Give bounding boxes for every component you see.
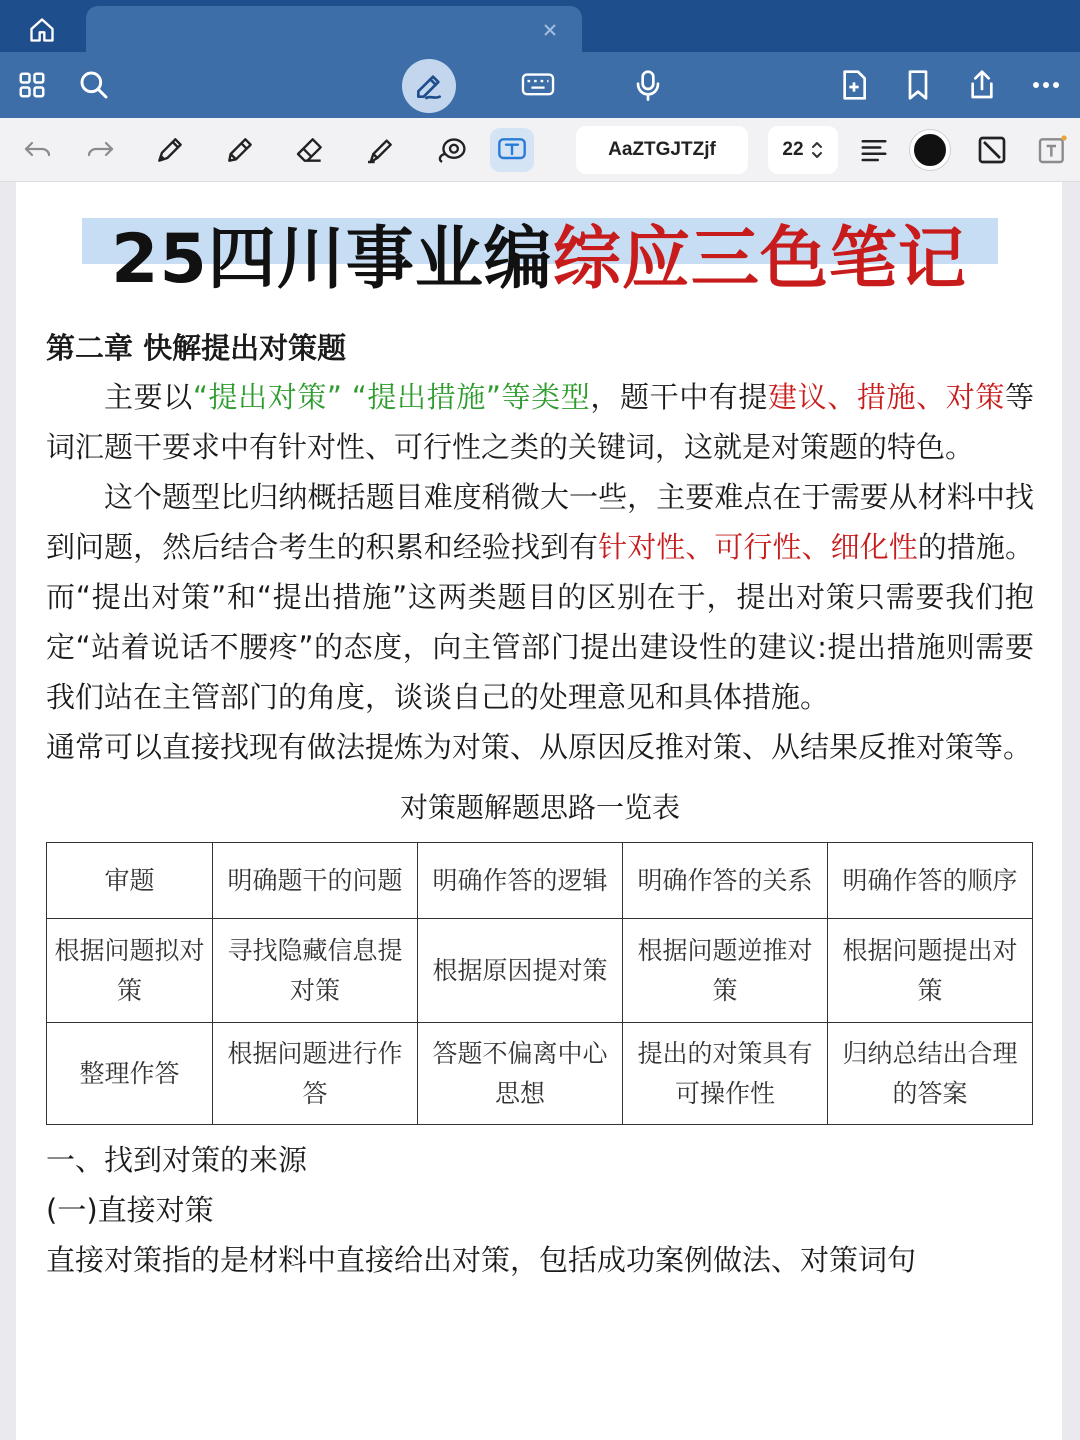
note-content — [46, 324, 1034, 1285]
table-cell: 审题 — [47, 843, 213, 919]
section-heading: 一、找到对策的来源 — [46, 1143, 308, 1177]
strategy-table — [46, 842, 1033, 1125]
fountain-pen-icon — [154, 134, 186, 166]
p2-red-text: 针对性、可行性、细化性 — [598, 530, 918, 564]
highlighter-tool[interactable] — [358, 128, 402, 172]
thumbnails-button[interactable] — [10, 63, 54, 107]
shape-tool[interactable] — [970, 128, 1014, 172]
lasso-icon — [433, 134, 467, 166]
font-size-value: 22 — [782, 139, 804, 160]
pencil-icon — [224, 134, 256, 166]
chevron-up-down-icon — [810, 140, 824, 160]
redo-icon — [85, 138, 115, 162]
more-icon — [1032, 81, 1060, 89]
grid-icon — [17, 70, 47, 100]
share-button[interactable] — [960, 63, 1004, 107]
undo-button[interactable] — [16, 128, 60, 172]
add-page-button[interactable] — [832, 63, 876, 107]
text-tool-icon — [496, 134, 528, 166]
table-cell: 提出的对策具有可操作性 — [623, 1023, 828, 1125]
p1-red-text: 建议、措施、对策 — [768, 380, 1005, 414]
p1-text: 主要以 — [104, 380, 193, 414]
search-icon — [78, 69, 110, 101]
table-cell: 根据问题拟对策 — [47, 919, 213, 1023]
table-cell: 根据问题提出对策 — [828, 919, 1033, 1023]
table-cell: 根据问题进行作答 — [213, 1023, 418, 1125]
paragraph-3: 通常可以直接找现有做法提炼为对策、从原因反推对策、从结果反推对策等。 — [46, 730, 1033, 764]
p2-text: 的措施。而“提出对策”和“提出措施”这两类题目的区别在于，提出对策只需要我们抱定“站着说话不腰疼”的态度，向主管部门提出建设性的建议:提出措施则需要我们站在主管部门的角度，谈谈自己的处理意见和具体措施。 — [46, 530, 1034, 714]
search-button[interactable] — [72, 63, 116, 107]
bookmark-button[interactable] — [896, 63, 940, 107]
more-button[interactable] — [1024, 63, 1068, 107]
keyboard-icon — [521, 70, 555, 100]
table-cell: 明确题干的问题 — [213, 843, 418, 919]
fountain-pen-tool[interactable] — [148, 128, 192, 172]
table-cell: 答题不偏离中心思想 — [418, 1023, 623, 1125]
note-page[interactable] — [16, 182, 1062, 1440]
eraser-tool[interactable] — [288, 128, 332, 172]
table-cell: 根据原因提对策 — [418, 919, 623, 1023]
font-preview-text: AaZTGJTZjf — [608, 139, 716, 160]
text-box-tool[interactable] — [1030, 128, 1074, 172]
font-selector[interactable] — [576, 126, 748, 174]
pencil-tool[interactable] — [218, 128, 262, 172]
main-toolbar — [0, 52, 1080, 118]
shape-icon — [976, 134, 1008, 166]
p1-text: 等词汇题干要求中有针对性、可行性之类的关键词，这就是对策题的特色。 — [46, 380, 1034, 464]
p1-green-text: “提出对策” “提出措施”等类型 — [192, 380, 591, 414]
table-cell: 归纳总结出合理的答案 — [828, 1023, 1033, 1125]
paragraph-1 — [46, 372, 1034, 472]
document-tab[interactable] — [86, 6, 582, 54]
microphone-icon — [634, 69, 662, 101]
text-align-button[interactable] — [852, 128, 896, 172]
home-icon — [28, 16, 56, 44]
page-title — [16, 222, 1062, 298]
keyboard-button[interactable] — [516, 63, 560, 107]
table-row — [47, 1023, 1033, 1125]
table-cell: 明确作答的关系 — [623, 843, 828, 919]
pen-mode-button[interactable] — [402, 59, 456, 113]
p2-text: 这个题型比归纳概括题目难度稍微大一些，主要难点在于需要从材料中找到问题，然后结合考生的积累和经验找到有 — [46, 480, 1034, 564]
table-row — [47, 919, 1033, 1023]
highlighter-icon — [364, 134, 396, 166]
table-cell: 明确作答的顺序 — [828, 843, 1033, 919]
color-picker[interactable] — [910, 130, 950, 170]
table-cell: 根据问题逆推对策 — [623, 919, 828, 1023]
pen-mode-icon — [413, 70, 445, 102]
tab-bar — [0, 0, 1080, 52]
title-red-part: 综应三色笔记 — [552, 220, 967, 299]
align-icon — [859, 137, 889, 163]
share-icon — [967, 69, 997, 101]
lasso-tool[interactable] — [428, 128, 472, 172]
redo-button[interactable] — [78, 128, 122, 172]
tab-close-button[interactable] — [538, 18, 562, 42]
home-button[interactable] — [16, 12, 68, 48]
subsection-heading: (一)直接对策 — [46, 1193, 214, 1227]
add-page-icon — [840, 69, 868, 101]
close-icon — [543, 23, 557, 37]
table-row — [47, 843, 1033, 919]
canvas-area[interactable] — [0, 182, 1080, 1440]
text-box-icon — [1036, 134, 1068, 166]
eraser-icon — [294, 134, 326, 166]
microphone-button[interactable] — [626, 63, 670, 107]
paragraph-4: 直接对策指的是材料中直接给出对策，包括成功案例做法、对策词句 — [46, 1243, 917, 1277]
paragraph-2 — [46, 472, 1034, 722]
title-black-part: 25四川事业编 — [111, 220, 553, 299]
table-caption: 对策题解题思路一览表 — [399, 791, 680, 824]
undo-icon — [23, 138, 53, 162]
p1-text: ，题干中有提 — [590, 380, 769, 414]
chapter-heading: 第二章 快解提出对策题 — [46, 331, 347, 365]
text-tool[interactable] — [490, 128, 534, 172]
table-cell: 明确作答的逻辑 — [418, 843, 623, 919]
table-cell: 整理作答 — [47, 1023, 213, 1125]
table-cell: 寻找隐藏信息提对策 — [213, 919, 418, 1023]
bookmark-icon — [905, 69, 931, 101]
font-size-stepper[interactable] — [768, 126, 838, 174]
